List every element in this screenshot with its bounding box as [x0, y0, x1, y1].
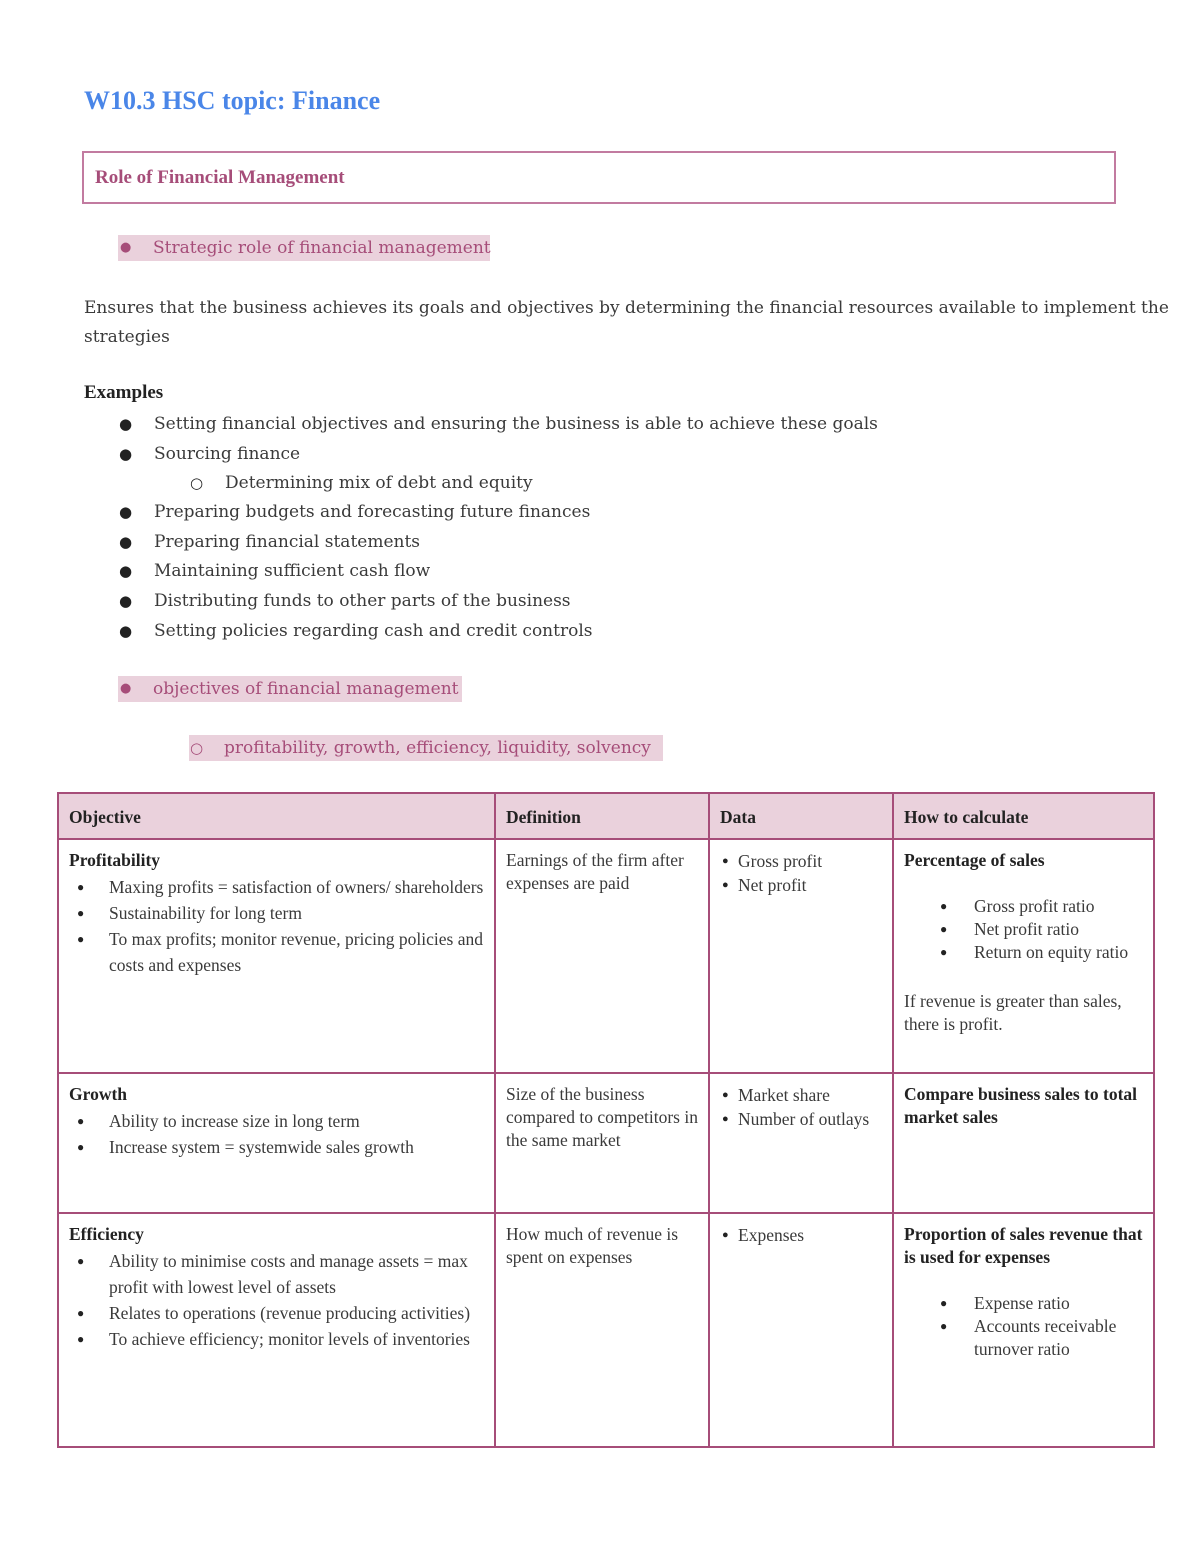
calc-item: ● Accounts receivable turnover ratio	[974, 1315, 1143, 1361]
calc-title: Compare business sales to total market sales	[904, 1084, 1138, 1127]
definition-cell: How much of revenue is spent on expenses	[495, 1213, 709, 1447]
data-item: ● Market share	[738, 1083, 882, 1107]
data-cell	[709, 1213, 893, 1447]
objective-name: Growth	[69, 1084, 128, 1104]
table-header-row	[58, 793, 1154, 839]
objective-point: ● To max profits; monitor revenue, pricing policies and costs and expenses	[109, 926, 484, 978]
data-cell	[709, 1073, 893, 1213]
objective-points	[69, 874, 484, 978]
objective-point: ● Ability to increase size in long term	[109, 1108, 484, 1134]
header-data: Data	[709, 793, 893, 839]
example-item: Setting financial objectives and ensuring the business is able to achieve these goals	[154, 414, 878, 434]
example-item: Setting policies regarding cash and credit controls	[154, 621, 593, 641]
objectives-table	[57, 792, 1155, 1448]
objectives-subheading: ○ profitability, growth, efficiency, liquidity, solvency	[189, 735, 663, 761]
objectives-heading: ● objectives of financial management	[118, 676, 462, 702]
bullet-icon: ●	[119, 503, 133, 521]
table-row	[58, 1213, 1154, 1447]
objective-cell	[58, 1073, 495, 1213]
calc-title: Proportion of sales revenue that is used for expenses	[904, 1224, 1143, 1267]
data-item: ● Net profit	[738, 873, 882, 897]
objective-points	[69, 1108, 484, 1160]
section-heading: Role of Financial Management	[95, 167, 345, 188]
data-item: ● Expenses	[738, 1223, 882, 1247]
bullet-icon: ●	[119, 445, 133, 463]
example-item: Maintaining sufficient cash flow	[154, 561, 431, 581]
calculate-cell	[893, 1213, 1154, 1447]
strategic-description: Ensures that the business achieves its goals and objectives by determining the financial resources available to implement the strategies	[84, 298, 1169, 347]
objective-point: ● Maxing profits = satisfaction of owners/ shareholders	[109, 874, 484, 900]
example-item: Preparing financial statements	[154, 532, 421, 552]
calc-title: Percentage of sales	[904, 850, 1045, 870]
hollow-bullet-icon: ○	[190, 474, 204, 492]
bullet-icon: ●	[119, 622, 133, 640]
section-heading-box	[82, 151, 1116, 204]
definition-cell: Size of the business compared to competitors in the same market	[495, 1073, 709, 1213]
data-item: ● Number of outlays	[738, 1107, 882, 1131]
header-definition: Definition	[495, 793, 709, 839]
header-how-to-calculate: How to calculate	[893, 793, 1154, 839]
data-item: ● Gross profit	[738, 849, 882, 873]
calc-item: ● Gross profit ratio	[974, 895, 1143, 918]
example-item: Preparing budgets and forecasting future finances	[154, 502, 591, 522]
objective-name: Efficiency	[69, 1224, 144, 1244]
objective-points	[69, 1248, 484, 1352]
bullet-icon: ●	[120, 240, 132, 255]
objective-point: ● Sustainability for long term	[109, 900, 484, 926]
example-item: Sourcing finance	[154, 444, 301, 464]
calculate-cell	[893, 1073, 1154, 1213]
bullet-icon: ●	[119, 562, 133, 580]
objective-cell	[58, 839, 495, 1073]
table-row	[58, 839, 1154, 1073]
bullet-icon: ●	[119, 592, 133, 610]
example-item: Distributing funds to other parts of the business	[154, 591, 571, 611]
example-subitem: Determining mix of debt and equity	[225, 473, 533, 493]
header-objective: Objective	[58, 793, 495, 839]
objective-point: ● Ability to minimise costs and manage assets = max profit with lowest level of assets	[109, 1248, 484, 1300]
calculate-cell	[893, 839, 1154, 1073]
page-title: W10.3 HSC topic: Finance	[84, 86, 381, 115]
bullet-icon: ●	[120, 681, 132, 696]
table-row	[58, 1073, 1154, 1213]
bullet-icon: ●	[119, 533, 133, 551]
definition-cell: Earnings of the firm after expenses are paid	[495, 839, 709, 1073]
calc-item: ● Return on equity ratio	[974, 941, 1143, 964]
objective-point: ● To achieve efficiency; monitor levels of inventories	[109, 1326, 484, 1352]
calc-note: If revenue is greater than sales, there is profit.	[904, 991, 1122, 1034]
calc-item: ● Expense ratio	[974, 1292, 1143, 1315]
calc-item: ● Net profit ratio	[974, 918, 1143, 941]
objective-cell	[58, 1213, 495, 1447]
hollow-bullet-icon: ○	[190, 739, 204, 757]
objective-name: Profitability	[69, 850, 161, 870]
examples-heading: Examples	[84, 382, 164, 403]
strategic-heading: ● Strategic role of financial management	[118, 235, 490, 261]
bullet-icon: ●	[119, 415, 133, 433]
objective-point: ● Relates to operations (revenue producing activities)	[109, 1300, 484, 1326]
objective-point: ● Increase system = systemwide sales growth	[109, 1134, 484, 1160]
data-cell	[709, 839, 893, 1073]
